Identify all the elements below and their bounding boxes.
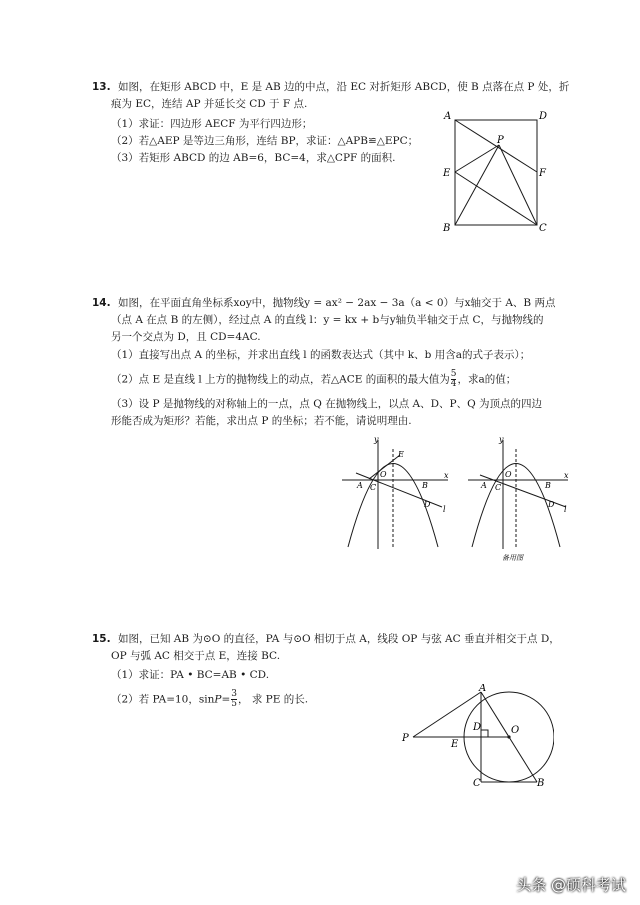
watermark-text: 头条 @硕科考试 [516,876,626,894]
graph-2-label-b: B [545,481,551,490]
problem-14-stem-2: （点 A 在点 B 的左侧），经过点 A 的直线 l：y = kx + b与y轴负半轴交于点 C，与抛物线的 [111,314,544,326]
figure-15-label-a: A [479,684,487,694]
graph-2-label-c: C [495,483,502,492]
problem-15-sin-variable: P [214,693,222,706]
figure-13-label-c: C [539,223,547,234]
problem-14-stem-line-1 [92,296,555,310]
graph-2-label-d: D [548,500,555,509]
problem-15-stem-line-1 [92,632,560,646]
figure-15-label-e: E [451,739,459,750]
problem-13-stem-2: 痕为 EC，连结 AP 并延长交 CD 于 F 点. [111,98,308,110]
problem-15-stem-1: 如图，已知 AB 为⊙O 的直径，PA 与⊙O 相切于点 A，线段 OP 与弦 AC 垂直并相交于点 D， [117,633,560,645]
problem-14-question-2-pre: （2）点 E 是直线 l 上方的抛物线上的动点，若△ACE 的面积的最大值为 [111,373,450,386]
problem-15-stem-2: OP 与弧 AC 相交于点 E，连接 BC. [111,650,281,662]
problem-15-fraction-numerator: 3 [231,689,237,699]
problem-15-number: 15. [92,633,111,645]
problem-14-fraction-numerator: 5 [450,369,457,379]
problem-15-fraction [231,690,237,709]
problem-14-question-2 [111,370,516,389]
graph-1-label-a: A [357,481,363,490]
problem-14-stem-1: 如图，在平面直角坐标系xoy中，抛物线y = ax² − 2ax − 3a（a < 0）与x轴交于 A、B 两点 [117,297,556,309]
graph-1-label-y: y [374,435,379,444]
figure-15-label-o: O [511,725,520,736]
figure-13-label-p: P [497,135,504,146]
problem-14-graph-main [340,435,452,553]
graph-1-label-b: B [422,481,428,490]
figure-15-label-b: B [537,778,545,786]
problem-13-question-3: （3）若矩形 ABCD 的边 AB=6，BC=4，求△CPF 的面积. [111,152,396,164]
graph-2-label-y: y [499,435,504,444]
graph-1-label-l: l [443,505,446,514]
problem-13-question-1: （1）求证：四边形 AECF 为平行四边形； [111,118,313,130]
graph-1-label-d: D [424,500,431,509]
problem-14-question-2-post: ，求a的值； [457,373,517,386]
problem-14-number: 14. [92,297,111,309]
problem-13-stem-line-1 [92,80,569,94]
graph-1-label-x: x [444,471,449,480]
problem-15-question-1: （1）求证：PA • BC=AB • CD. [111,669,270,681]
figure-15-label-d: D [473,722,482,733]
graph-1-label-e: E [398,450,404,459]
problem-14-fraction-denominator: 4 [450,379,457,389]
figure-15-label-p: P [402,733,409,744]
figure-13-label-f: F [539,168,546,179]
figure-13-label-d: D [539,111,548,122]
figure-15-label-c: C [473,778,481,786]
problem-15-question-2-pre: （2）若 PA=10，sin [111,693,215,706]
graph-2-caption: 备用图 [502,554,523,562]
problem-14-question-3-line-2: 形能否成为矩形？若能，求出点 P 的坐标；若不能，请说明理由. [111,415,412,427]
graph-2-label-a: A [481,481,487,490]
graph-2-label-o: O [505,470,512,479]
problem-14-stem-3: 另一个交点为 D，且 CD=4AC. [111,331,261,343]
figure-13-label-b: B [443,223,451,234]
graph-2-label-x: x [564,471,569,480]
problem-15-question-2-post: ， 求 PE 的长. [238,693,309,706]
figure-13-label-e: E [443,168,451,179]
graph-1-label-o: O [380,470,387,479]
problem-13-question-2: （2）若△AEP 是等边三角形，连结 BP，求证：△APB≌△EPC； [111,135,419,147]
problem-14-question-3-line-1: （3）设 P 是抛物线的对称轴上的一点，点 Q 在抛物线上，以点 A、D、P、Q 为顶点的四边 [111,398,543,410]
problem-13-figure [438,105,550,235]
problem-13-number: 13. [92,81,111,93]
problem-14-fraction [451,370,457,389]
problem-15-figure [398,684,554,786]
figure-13-label-a: A [444,111,452,122]
problem-15-equals: = [221,693,231,706]
graph-2-label-l: l [564,505,567,514]
problem-15-question-2 [111,690,308,709]
problem-13-stem-1: 如图，在矩形 ABCD 中，E 是 AB 边的中点，沿 EC 对折矩形 ABCD，使 B 点落在点 P 处，折 [117,81,570,93]
problem-14-question-1: （1）直接写出点 A 的坐标，并求出直线 l 的函数表达式（其中 k、b 用含a的式子表示）； [111,349,531,361]
problem-14-graph-backup [466,435,572,563]
graph-1-label-c: C [370,483,377,492]
problem-15-fraction-denominator: 5 [231,699,237,709]
